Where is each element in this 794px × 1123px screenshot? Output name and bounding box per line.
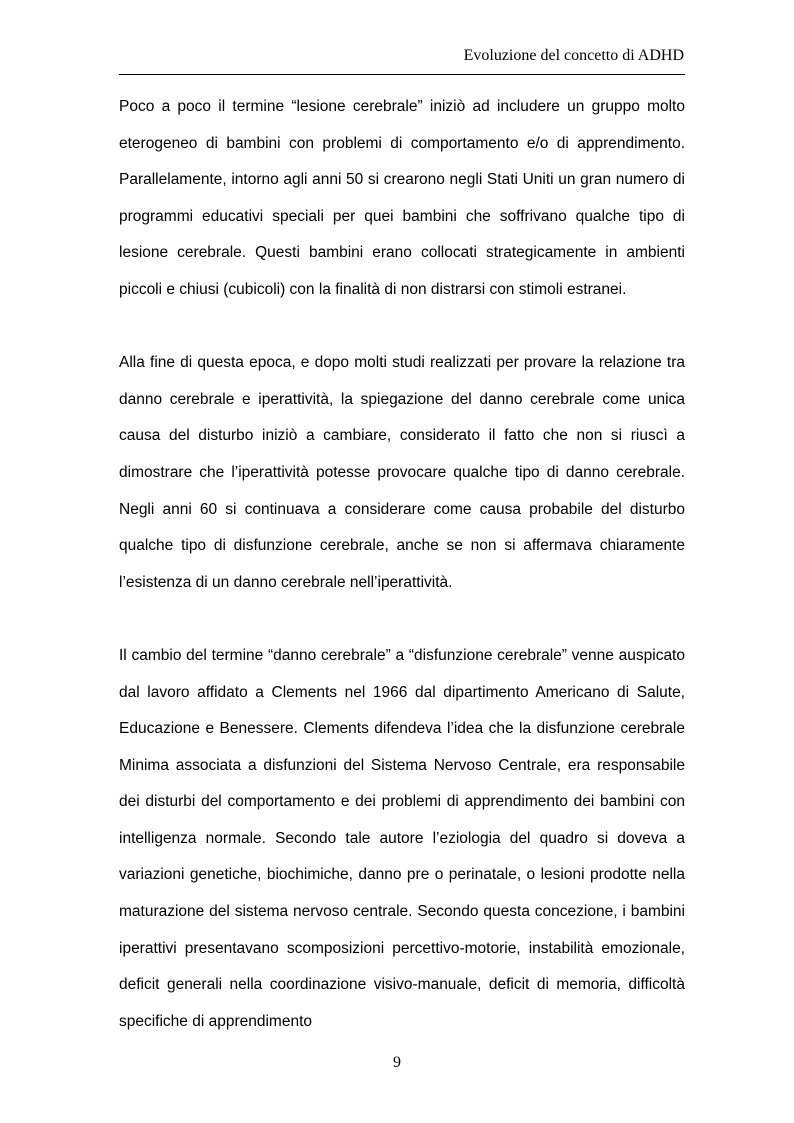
paragraph-2: Alla fine di questa epoca, e dopo molti studi realizzati per provare la relazione tra danno cerebrale e iperattività, la spiegazione del danno cerebrale come unica causa del disturbo iniziò a cambiare, considerato il fatto che non si riuscì a dimostrare che l’iperattività potesse provocare qualche tipo di danno cerebrale. Negli anni 60 si continuava a considerare come causa probabile del disturbo qualche tipo di disfunzione cerebrale, anche se non si affermava chiaramente l’esistenza di un danno cerebrale nell’iperattività. [119,354,685,591]
page-number: 9 [393,1054,401,1071]
paragraph-1: Poco a poco il termine “lesione cerebrale” iniziò ad includere un gruppo molto eterogeneo di bambini con problemi di comportamento e/o di apprendimento. Parallelamente, intorno agli anni 50 si crearono negli Stati Uniti un gran numero di programmi educativi speciali per quei bambini che soffrivano qualche tipo di lesione cerebrale. Questi bambini erano collocati strategicamente in ambienti piccoli e chiusi (cubicoli) con la finalità di non distrarsi con stimoli estranei. [119,98,685,298]
header-rule [119,74,685,75]
paragraph-3: Il cambio del termine “danno cerebrale” a “disfunzione cerebrale” venne auspicato dal lavoro affidato a Clements nel 1966 dal dipartimento Americano di Salute, Educazione e Benessere. Clements difendeva l’idea che la disfunzione cerebrale Minima associata a disfunzioni del Sistema Nervoso Centrale, era responsabile dei disturbi del comportamento e dei problemi di apprendimento dei bambini con intelligenza normale. Secondo tale autore l’eziologia del quadro si doveva a variazioni genetiche, biochimiche, danno pre o perinatale, o lesioni prodotte nella maturazione del sistema nervoso centrale. Secondo questa concezione, i bambini iperattivi presentavano scomposizioni percettivo-motorie, instabilità emozionale, deficit generali nella coordinazione visivo-manuale, deficit di memoria, difficoltà specifiche di apprendimento [119,646,685,1030]
body-text [119,89,685,1040]
running-header: Evoluzione del concetto di ADHD [463,47,684,64]
